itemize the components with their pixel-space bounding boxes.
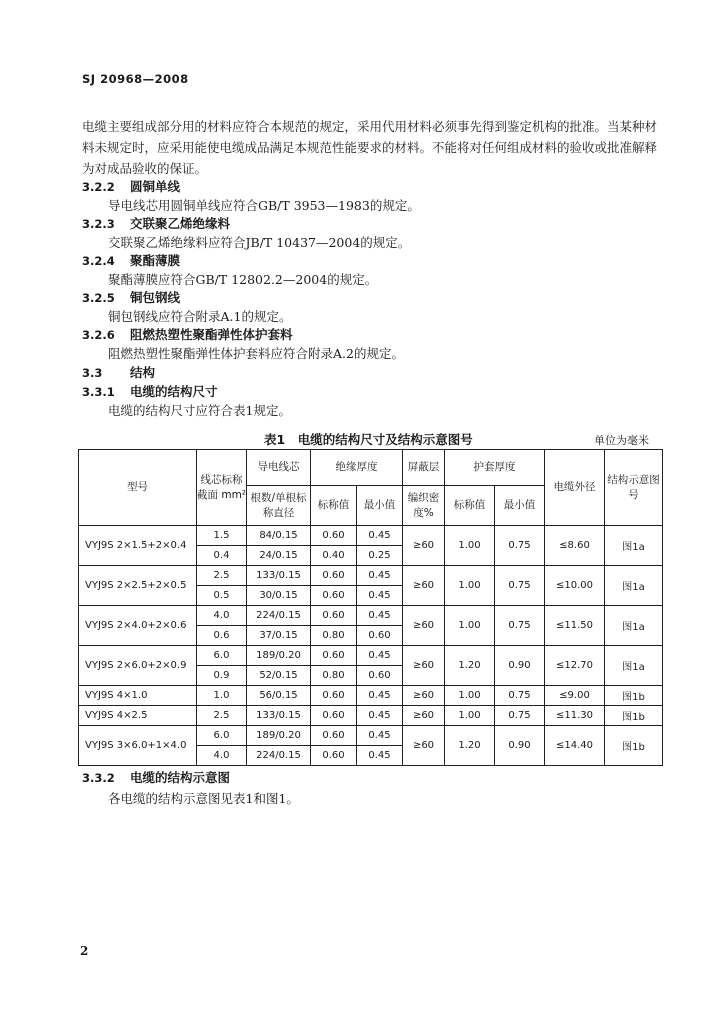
section-number: 3.2.2: [82, 180, 115, 194]
cell-ins-minimum: 0.45: [357, 706, 403, 726]
cell-area: 1.0: [197, 686, 247, 706]
header-model: 型号: [79, 450, 197, 526]
cell-area: 1.5: [197, 526, 247, 546]
cell-conductor: 56/0.15: [247, 686, 311, 706]
section-title: 圆铜单线: [130, 179, 181, 194]
header-conductor-sub: 根数/单根标称直径: [247, 486, 311, 526]
cell-area: 0.6: [197, 626, 247, 646]
section-body: 电缆的结构尺寸应符合表1规定。: [108, 403, 291, 418]
cell-fig: 图1b: [605, 686, 663, 706]
table-row: [79, 606, 663, 626]
header-sheath-nominal: 标称值: [445, 486, 495, 526]
cell-conductor: 224/0.15: [247, 746, 311, 766]
cell-model: VYJ9S 3×6.0+1×4.0: [79, 726, 197, 766]
cell-shield: ≥60: [403, 686, 445, 706]
cell-fig: 图1a: [605, 526, 663, 566]
structure-table: [78, 449, 663, 766]
cell-ins-minimum: 0.45: [357, 606, 403, 626]
section-body: 聚酯薄膜应符合GB/T 12802.2—2004的规定。: [108, 272, 378, 287]
cell-ins-nominal: 0.60: [311, 686, 357, 706]
cell-area: 0.5: [197, 586, 247, 606]
cell-area: 4.0: [197, 746, 247, 766]
cell-sheath-nominal: 1.00: [445, 706, 495, 726]
section-number: 3.2.3: [82, 217, 115, 231]
cell-sheath-nominal: 1.00: [445, 526, 495, 566]
cell-sheath-minimum: 0.90: [495, 726, 545, 766]
cell-sheath-minimum: 0.90: [495, 646, 545, 686]
header-shield: 屏蔽层: [403, 450, 445, 486]
cell-od: ≤11.50: [545, 606, 605, 646]
cell-fig: 图1a: [605, 606, 663, 646]
cell-conductor: 189/0.20: [247, 726, 311, 746]
cell-od: ≤8.60: [545, 526, 605, 566]
section-heading: [82, 214, 230, 232]
cell-sheath-minimum: 0.75: [495, 706, 545, 726]
cell-ins-nominal: 0.80: [311, 666, 357, 686]
header-od: 电缆外径: [545, 450, 605, 526]
cell-ins-nominal: 0.60: [311, 566, 357, 586]
section-number: 3.3: [82, 366, 103, 380]
cell-area: 4.0: [197, 606, 247, 626]
cell-area: 2.5: [197, 566, 247, 586]
section-body: 交联聚乙烯绝缘料应符合JB/T 10437—2004的规定。: [108, 235, 411, 250]
section-title: 聚酯薄膜: [130, 253, 181, 268]
cell-sheath-nominal: 1.20: [445, 646, 495, 686]
cell-shield: ≥60: [403, 726, 445, 766]
cell-conductor: 24/0.15: [247, 546, 311, 566]
cell-conductor: 30/0.15: [247, 586, 311, 606]
header-fig: 结构示意图号: [605, 450, 663, 526]
section-heading: [82, 325, 293, 343]
section-heading: [82, 382, 218, 400]
cell-fig: 图1b: [605, 726, 663, 766]
section-body: 导电线芯用圆铜单线应符合GB/T 3953—1983的规定。: [108, 198, 420, 213]
cell-area: 2.5: [197, 706, 247, 726]
cell-ins-nominal: 0.60: [311, 726, 357, 746]
cell-sheath-nominal: 1.00: [445, 606, 495, 646]
cell-od: ≤9.00: [545, 686, 605, 706]
table-unit: 单位为毫米: [594, 434, 649, 447]
cell-model: VYJ9S 4×1.0: [79, 686, 197, 706]
section-number: 3.2.5: [82, 291, 115, 305]
header-shield-sub: 编织密度%: [403, 486, 445, 526]
cell-od: ≤11.30: [545, 706, 605, 726]
cell-fig: 图1a: [605, 646, 663, 686]
section-body: 阻燃热塑性聚酯弹性体护套料应符合附录A.2的规定。: [108, 346, 404, 361]
header-sheath-minimum: 最小值: [495, 486, 545, 526]
cell-model: VYJ9S 2×4.0+2×0.6: [79, 606, 197, 646]
cell-ins-minimum: 0.45: [357, 746, 403, 766]
cell-od: ≤12.70: [545, 646, 605, 686]
header-sheath: 护套厚度: [445, 450, 545, 486]
section-title: 电缆的结构尺寸: [130, 384, 218, 399]
cell-shield: ≥60: [403, 706, 445, 726]
table-row: [79, 706, 663, 726]
cell-ins-nominal: 0.60: [311, 706, 357, 726]
cell-conductor: 224/0.15: [247, 606, 311, 626]
cell-conductor: 84/0.15: [247, 526, 311, 546]
cell-area: 0.9: [197, 666, 247, 686]
cell-ins-nominal: 0.60: [311, 526, 357, 546]
section-number: 3.3.2: [82, 771, 115, 785]
section-number: 3.3.1: [82, 385, 115, 399]
cell-ins-nominal: 0.60: [311, 586, 357, 606]
table-caption: 表1 电缆的结构尺寸及结构示意图号: [264, 432, 473, 447]
cell-model: VYJ9S 4×2.5: [79, 706, 197, 726]
cell-ins-minimum: 0.45: [357, 686, 403, 706]
standard-number: SJ 20968—2008: [82, 72, 189, 86]
table-row: [79, 526, 663, 546]
cell-od: ≤10.00: [545, 566, 605, 606]
section-heading: [82, 251, 180, 269]
cell-ins-nominal: 0.60: [311, 646, 357, 666]
cell-ins-minimum: 0.45: [357, 526, 403, 546]
cell-conductor: 133/0.15: [247, 706, 311, 726]
cell-model: VYJ9S 2×2.5+2×0.5: [79, 566, 197, 606]
header-ins-nominal: 标称值: [311, 486, 357, 526]
section-number: 3.2.4: [82, 254, 115, 268]
cell-model: VYJ9S 2×1.5+2×0.4: [79, 526, 197, 566]
cell-ins-minimum: 0.25: [357, 546, 403, 566]
cell-ins-minimum: 0.45: [357, 646, 403, 666]
section-title: 结构: [130, 365, 156, 380]
cell-area: 0.4: [197, 546, 247, 566]
cell-sheath-minimum: 0.75: [495, 566, 545, 606]
cell-shield: ≥60: [403, 526, 445, 566]
section-title: 铜包钢线: [130, 290, 181, 305]
section-number: 3.2.6: [82, 328, 115, 342]
cell-conductor: 37/0.15: [247, 626, 311, 646]
section-heading: [82, 177, 180, 195]
cell-ins-minimum: 0.45: [357, 726, 403, 746]
section-body: 铜包钢线应符合附录A.1的规定。: [108, 309, 292, 324]
intro-paragraph: 电缆主要组成部分用的材料应符合本规范的规定，采用代用材料必须事先得到鉴定机构的批准。当某种材料未规定时，应采用能使电缆成品满足本规范性能要求的材料。不能将对任何组成材料的验收或批准解释为对成品验收的保证。: [82, 119, 658, 176]
cell-shield: ≥60: [403, 566, 445, 606]
cell-conductor: 52/0.15: [247, 666, 311, 686]
cell-model: VYJ9S 2×6.0+2×0.9: [79, 646, 197, 686]
cell-fig: 图1a: [605, 566, 663, 606]
cell-sheath-minimum: 0.75: [495, 606, 545, 646]
section-title: 交联聚乙烯绝缘料: [130, 216, 231, 231]
cell-shield: ≥60: [403, 606, 445, 646]
cell-sheath-nominal: 1.00: [445, 566, 495, 606]
cell-sheath-nominal: 1.00: [445, 686, 495, 706]
cell-conductor: 133/0.15: [247, 566, 311, 586]
cell-sheath-minimum: 0.75: [495, 526, 545, 566]
cell-conductor: 189/0.20: [247, 646, 311, 666]
table-row: [79, 686, 663, 706]
table-row: [79, 566, 663, 586]
cell-ins-nominal: 0.60: [311, 606, 357, 626]
section-heading: [82, 363, 155, 381]
cell-ins-nominal: 0.60: [311, 746, 357, 766]
section-heading: [82, 288, 180, 306]
cell-od: ≤14.40: [545, 726, 605, 766]
cell-fig: 图1b: [605, 706, 663, 726]
page-number: 2: [80, 944, 89, 958]
section-title: 阻燃热塑性聚酯弹性体护套料: [130, 327, 293, 342]
header-insulation: 绝缘厚度: [311, 450, 403, 486]
cell-sheath-nominal: 1.20: [445, 726, 495, 766]
cell-shield: ≥60: [403, 646, 445, 686]
cell-ins-nominal: 0.40: [311, 546, 357, 566]
section-title: 电缆的结构示意图: [130, 770, 231, 785]
cell-ins-minimum: 0.45: [357, 566, 403, 586]
header-ins-minimum: 最小值: [357, 486, 403, 526]
cell-sheath-minimum: 0.75: [495, 686, 545, 706]
cell-ins-minimum: 0.45: [357, 586, 403, 606]
cell-area: 6.0: [197, 646, 247, 666]
header-conductor: 导电线芯: [247, 450, 311, 486]
cell-ins-minimum: 0.60: [357, 626, 403, 646]
section-heading: [82, 768, 230, 786]
table-row: [79, 726, 663, 746]
table-row: [79, 646, 663, 666]
cell-area: 6.0: [197, 726, 247, 746]
cell-ins-minimum: 0.60: [357, 666, 403, 686]
section-body: 各电缆的结构示意图见表1和图1。: [108, 791, 299, 806]
header-area: 线芯标称截面 mm²: [197, 450, 247, 526]
cell-ins-nominal: 0.80: [311, 626, 357, 646]
